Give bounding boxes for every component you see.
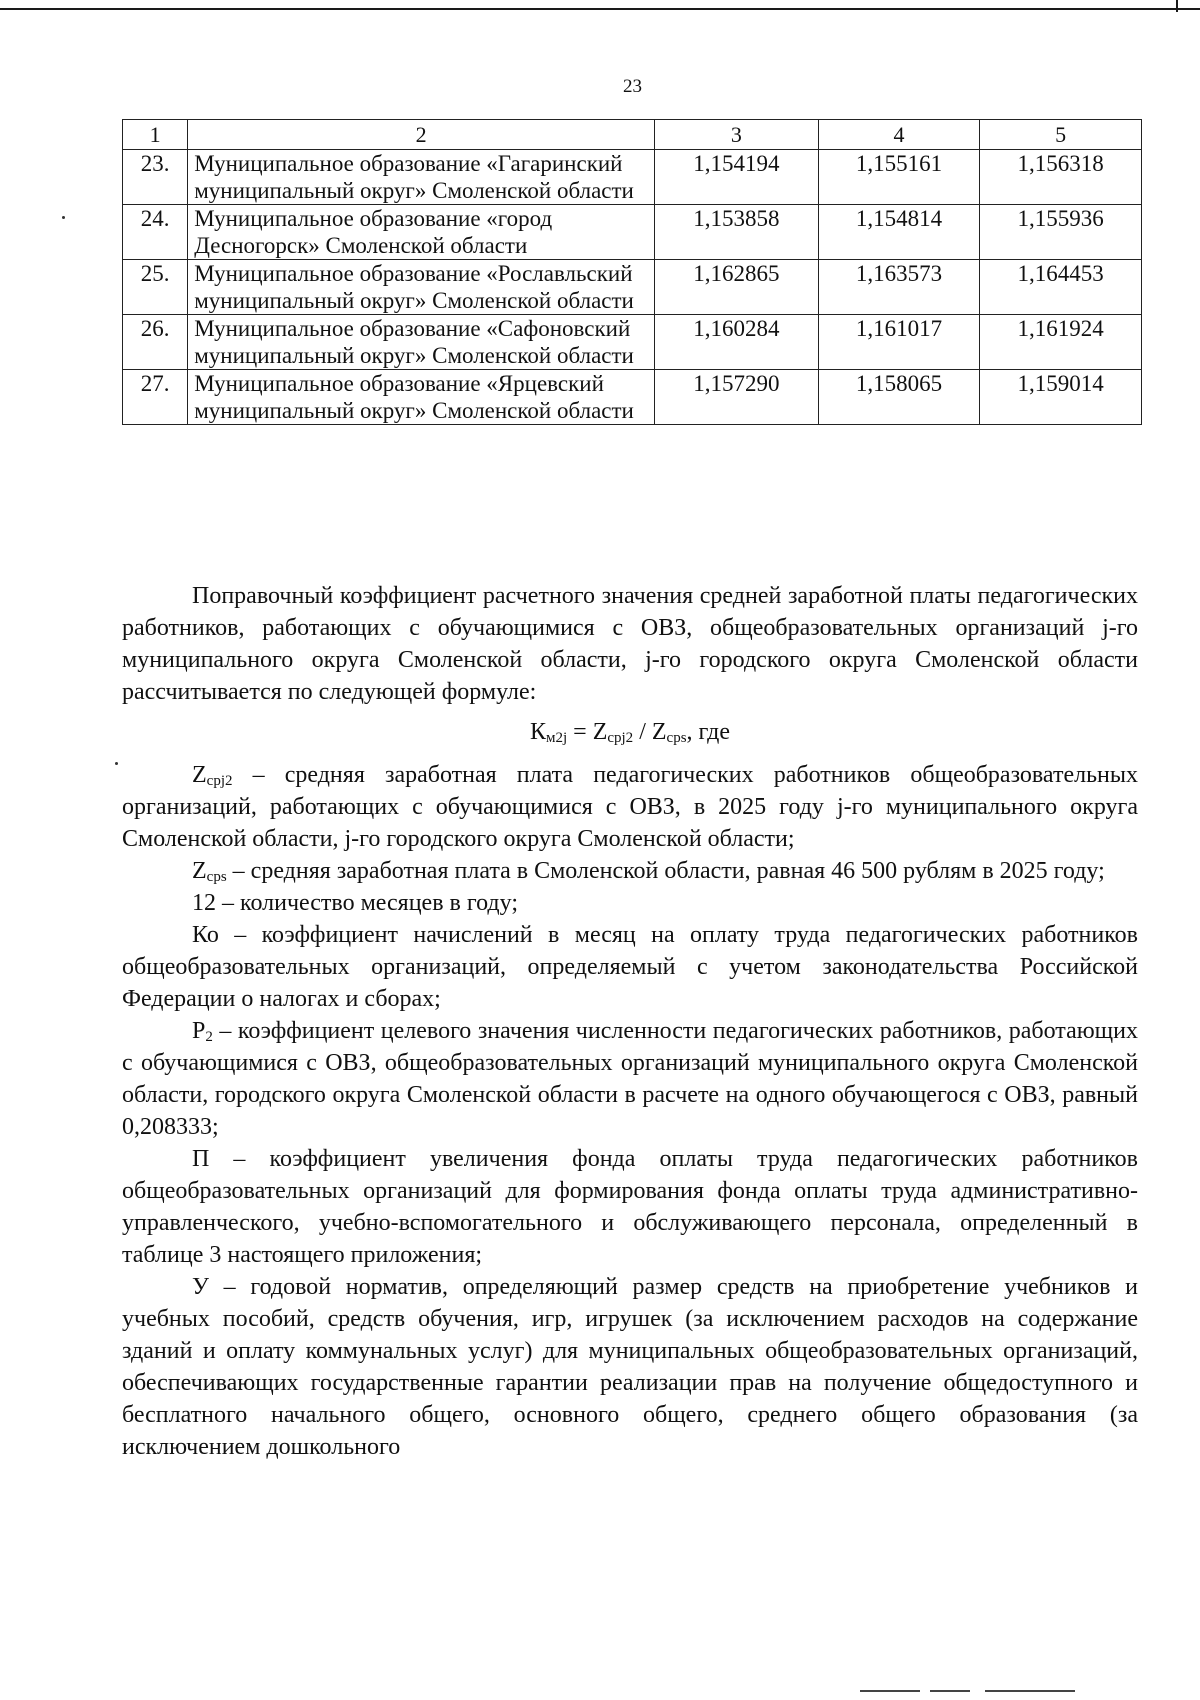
symbol-subscript: срj2 — [206, 773, 233, 789]
value-col5: 1,159014 — [980, 370, 1142, 425]
value-col5: 1,161924 — [980, 315, 1142, 370]
definition-u: У – годовой норматив, определяющий размер средств на приобретение учебников и учебных пособий, средств обучения, игр, игрушек (за исключением расходов на содержание зданий и оплату коммунальных услуг) для муниципальных общеобразовательных организаций, обеспечивающих государственные гарантии реализации прав на получение общедоступного и бесплатного начального общего, основного общего, среднего общего образования (за исключением дошкольного — [122, 1274, 1138, 1460]
formula — [122, 716, 1138, 748]
formula-k: К — [529, 719, 546, 745]
formula-z1-subscript: срj2 — [607, 730, 634, 746]
value-col3: 1,157290 — [655, 370, 819, 425]
formula-z2-subscript: срs — [666, 730, 687, 746]
formula-equals: = — [567, 719, 593, 745]
table-row — [123, 150, 1142, 205]
definition-text: – средняя заработная плата в Смоленской области, равная 46 500 рублям в 2025 году; — [226, 858, 1105, 884]
definition-months: 12 – количество месяцев в году; — [192, 890, 518, 916]
municipality-name: Муниципальное образование «Ярцевский муниципальный округ» Смоленской области — [188, 370, 655, 425]
scan-speck — [115, 762, 118, 765]
symbol-subscript: срs — [206, 869, 227, 885]
definition-zcps — [122, 855, 1138, 887]
value-col4: 1,158065 — [818, 370, 980, 425]
row-number: 23. — [123, 150, 188, 205]
municipality-name: Муниципальное образование «Сафоновский муниципальный округ» Смоленской области — [188, 315, 655, 370]
formula-slash: / — [633, 719, 652, 745]
scan-bottom-mark — [985, 1690, 1075, 1692]
value-col4: 1,161017 — [818, 315, 980, 370]
symbol-subscript: 2 — [205, 1029, 213, 1045]
data-table — [122, 119, 1142, 425]
table-row — [123, 370, 1142, 425]
symbol: Z — [192, 762, 207, 788]
row-number: 27. — [123, 370, 188, 425]
scan-edge-mark — [1176, 0, 1178, 12]
column-header: 2 — [188, 120, 655, 150]
formula-z1: Z — [592, 719, 608, 745]
table-row — [123, 260, 1142, 315]
value-col3: 1,160284 — [655, 315, 819, 370]
row-number: 24. — [123, 205, 188, 260]
scan-bottom-mark — [930, 1690, 970, 1692]
municipality-name: Муниципальное образование «Гагаринский муниципальный округ» Смоленской области — [188, 150, 655, 205]
table-header-row — [123, 120, 1142, 150]
definition-p2 — [122, 1015, 1138, 1143]
column-header: 3 — [655, 120, 819, 150]
definition-ko: Ко – коэффициент начислений в месяц на оплату труда педагогических работников общеобразовательных организаций, определяемый с учетом законодательства Российской Федерации о налогах и сборах; — [122, 922, 1138, 1012]
column-header: 1 — [123, 120, 188, 150]
table-row — [123, 315, 1142, 370]
row-number: 25. — [123, 260, 188, 315]
formula-z2: Z — [651, 719, 667, 745]
definition-zcpj2 — [122, 759, 1138, 855]
formula-tail: , где — [686, 719, 731, 745]
definition-pi: П – коэффициент увеличения фонда оплаты труда педагогических работников общеобразовательных организаций для формирования фонда оплаты труда административно-управленческого, учебно-вспомогательного и обслуживающего персонала, определенный в таблице 3 настоящего приложения; — [122, 1146, 1138, 1268]
column-header: 4 — [818, 120, 980, 150]
scan-top-border — [0, 8, 1200, 10]
column-header: 5 — [980, 120, 1142, 150]
table-row — [123, 205, 1142, 260]
municipality-name: Муниципальное образование «город Десногорск» Смоленской области — [188, 205, 655, 260]
value-col3: 1,153858 — [655, 205, 819, 260]
formula-k-subscript: м2j — [545, 730, 568, 746]
value-col3: 1,162865 — [655, 260, 819, 315]
intro-paragraph: Поправочный коэффициент расчетного значения средней заработной платы педагогических работников, работающих с обучающимися с ОВЗ, общеобразовательных организаций j-го муниципального округа Смоленской области, j-го городского округа Смоленской области рассчитывается по следующей формуле: — [122, 583, 1138, 705]
value-col5: 1,164453 — [980, 260, 1142, 315]
body-text — [122, 580, 1138, 1463]
symbol: Z — [192, 858, 207, 884]
definition-text: – средняя заработная плата педагогических работников общеобразовательных организаций, работающих с обучающимися с ОВЗ, в 2025 году j-го муниципального округа Смоленской области, j-го городского округа Смоленской области; — [122, 762, 1138, 852]
value-col4: 1,154814 — [818, 205, 980, 260]
municipality-name: Муниципальное образование «Рославльский муниципальный округ» Смоленской области — [188, 260, 655, 315]
symbol: Р — [192, 1018, 206, 1044]
value-col4: 1,155161 — [818, 150, 980, 205]
row-number: 26. — [123, 315, 188, 370]
value-col5: 1,156318 — [980, 150, 1142, 205]
scan-bottom-mark — [860, 1690, 920, 1692]
definition-text: – коэффициент целевого значения численности педагогических работников, работающих с обучающимися с ОВЗ, общеобразовательных организаций муниципального округа Смоленской области, городского округа Смоленской области в расчете на одного обучающегося с ОВЗ, равный 0,208333; — [122, 1018, 1138, 1140]
value-col4: 1,163573 — [818, 260, 980, 315]
value-col5: 1,155936 — [980, 205, 1142, 260]
page-number: 23 — [623, 76, 642, 97]
scan-speck — [62, 216, 65, 219]
value-col3: 1,154194 — [655, 150, 819, 205]
